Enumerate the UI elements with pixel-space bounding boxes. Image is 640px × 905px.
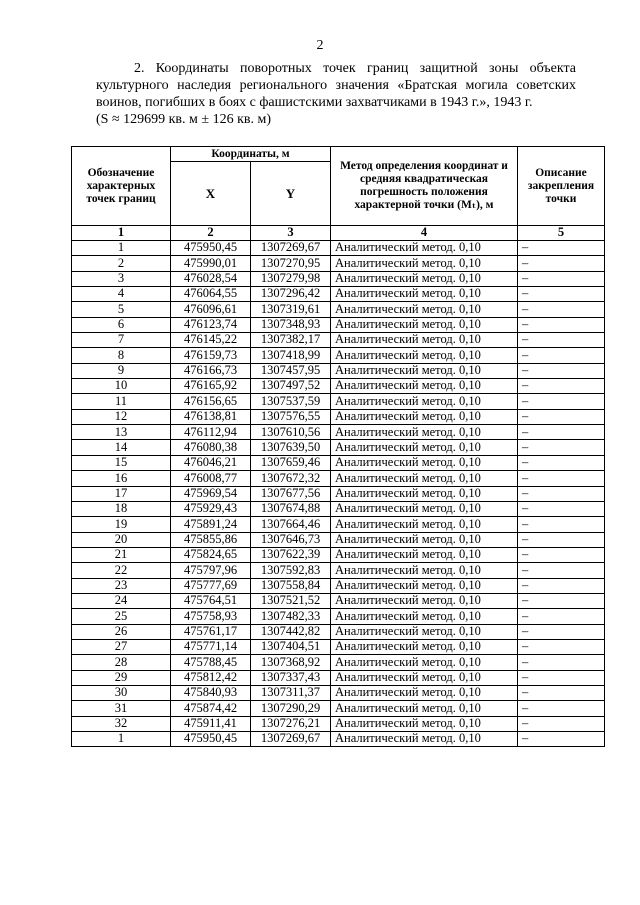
method-cell: Аналитический метод. 0,10 xyxy=(331,593,518,608)
point-id: 20 xyxy=(72,532,171,547)
description-cell: – xyxy=(518,409,605,424)
column-number-row xyxy=(72,226,605,241)
point-id: 25 xyxy=(72,609,171,624)
x-coordinate: 476156,65 xyxy=(171,394,251,409)
y-coordinate: 1307677,56 xyxy=(251,486,331,501)
point-id: 24 xyxy=(72,593,171,608)
method-cell: Аналитический метод. 0,10 xyxy=(331,455,518,470)
y-coordinate: 1307558,84 xyxy=(251,578,331,593)
method-cell: Аналитический метод. 0,10 xyxy=(331,547,518,562)
y-coordinate: 1307497,52 xyxy=(251,379,331,394)
y-coordinate: 1307659,46 xyxy=(251,455,331,470)
x-coordinate: 476159,73 xyxy=(171,348,251,363)
x-coordinate: 475812,42 xyxy=(171,670,251,685)
x-coordinate: 476123,74 xyxy=(171,317,251,332)
description-cell: – xyxy=(518,271,605,286)
method-cell: Аналитический метод. 0,10 xyxy=(331,685,518,700)
method-cell: Аналитический метод. 0,10 xyxy=(331,563,518,578)
y-coordinate: 1307296,42 xyxy=(251,287,331,302)
description-cell: – xyxy=(518,624,605,639)
x-coordinate: 475929,43 xyxy=(171,501,251,516)
y-coordinate: 1307418,99 xyxy=(251,348,331,363)
x-coordinate: 475990,01 xyxy=(171,256,251,271)
table-row xyxy=(72,517,605,532)
x-coordinate: 475969,54 xyxy=(171,486,251,501)
table-row xyxy=(72,501,605,516)
table-row xyxy=(72,716,605,731)
description-cell: – xyxy=(518,685,605,700)
y-coordinate: 1307269,67 xyxy=(251,732,331,747)
method-cell: Аналитический метод. 0,10 xyxy=(331,302,518,317)
y-coordinate: 1307279,98 xyxy=(251,271,331,286)
y-coordinate: 1307290,29 xyxy=(251,701,331,716)
column-number: 5 xyxy=(518,226,605,241)
y-coordinate: 1307664,46 xyxy=(251,517,331,532)
description-cell: – xyxy=(518,670,605,685)
point-id: 21 xyxy=(72,547,171,562)
description-cell: – xyxy=(518,287,605,302)
y-coordinate: 1307592,83 xyxy=(251,563,331,578)
y-coordinate: 1307674,88 xyxy=(251,501,331,516)
description-cell: – xyxy=(518,547,605,562)
point-id: 7 xyxy=(72,333,171,348)
point-id: 8 xyxy=(72,348,171,363)
point-id: 30 xyxy=(72,685,171,700)
description-cell: – xyxy=(518,593,605,608)
x-coordinate: 475911,41 xyxy=(171,716,251,731)
x-coordinate: 475950,45 xyxy=(171,732,251,747)
x-coordinate: 476046,21 xyxy=(171,455,251,470)
description-cell: – xyxy=(518,532,605,547)
table-row xyxy=(72,363,605,378)
description-cell: – xyxy=(518,363,605,378)
table-row xyxy=(72,685,605,700)
y-coordinate: 1307521,52 xyxy=(251,593,331,608)
header-coords: Координаты, м xyxy=(171,147,331,162)
table-row xyxy=(72,271,605,286)
point-id: 1 xyxy=(72,241,171,256)
method-cell: Аналитический метод. 0,10 xyxy=(331,716,518,731)
table-row xyxy=(72,471,605,486)
y-coordinate: 1307276,21 xyxy=(251,716,331,731)
heading-area: (S ≈ 129699 кв. м ± 126 кв. м) xyxy=(96,112,272,127)
y-coordinate: 1307368,92 xyxy=(251,655,331,670)
x-coordinate: 476145,22 xyxy=(171,333,251,348)
point-id: 2 xyxy=(72,256,171,271)
table-body xyxy=(72,241,605,747)
description-cell: – xyxy=(518,440,605,455)
x-coordinate: 476096,61 xyxy=(171,302,251,317)
y-coordinate: 1307610,56 xyxy=(251,425,331,440)
point-id: 15 xyxy=(72,455,171,470)
method-cell: Аналитический метод. 0,10 xyxy=(331,440,518,455)
point-id: 31 xyxy=(72,701,171,716)
point-id: 4 xyxy=(72,287,171,302)
point-id: 16 xyxy=(72,471,171,486)
table-row xyxy=(72,425,605,440)
method-cell: Аналитический метод. 0,10 xyxy=(331,241,518,256)
method-cell: Аналитический метод. 0,10 xyxy=(331,287,518,302)
section-heading xyxy=(96,60,576,128)
table-row xyxy=(72,609,605,624)
header-y: Y xyxy=(251,162,331,226)
method-cell: Аналитический метод. 0,10 xyxy=(331,333,518,348)
method-cell: Аналитический метод. 0,10 xyxy=(331,363,518,378)
y-coordinate: 1307319,61 xyxy=(251,302,331,317)
table-row xyxy=(72,333,605,348)
x-coordinate: 475950,45 xyxy=(171,241,251,256)
table-row xyxy=(72,348,605,363)
table-row xyxy=(72,394,605,409)
x-coordinate: 476165,92 xyxy=(171,379,251,394)
y-coordinate: 1307382,17 xyxy=(251,333,331,348)
method-cell: Аналитический метод. 0,10 xyxy=(331,486,518,501)
description-cell: – xyxy=(518,639,605,654)
point-id: 10 xyxy=(72,379,171,394)
x-coordinate: 476064,55 xyxy=(171,287,251,302)
method-cell: Аналитический метод. 0,10 xyxy=(331,701,518,716)
x-coordinate: 476028,54 xyxy=(171,271,251,286)
method-cell: Аналитический метод. 0,10 xyxy=(331,425,518,440)
column-number: 2 xyxy=(171,226,251,241)
point-id: 14 xyxy=(72,440,171,455)
point-id: 19 xyxy=(72,517,171,532)
header-x: X xyxy=(171,162,251,226)
point-id: 28 xyxy=(72,655,171,670)
table-row xyxy=(72,547,605,562)
method-cell: Аналитический метод. 0,10 xyxy=(331,409,518,424)
description-cell: – xyxy=(518,317,605,332)
table-row xyxy=(72,670,605,685)
point-id: 11 xyxy=(72,394,171,409)
y-coordinate: 1307270,95 xyxy=(251,256,331,271)
table-row xyxy=(72,409,605,424)
x-coordinate: 475824,65 xyxy=(171,547,251,562)
method-cell: Аналитический метод. 0,10 xyxy=(331,578,518,593)
table-row xyxy=(72,732,605,747)
method-cell: Аналитический метод. 0,10 xyxy=(331,379,518,394)
method-cell: Аналитический метод. 0,10 xyxy=(331,624,518,639)
table-row xyxy=(72,639,605,654)
y-coordinate: 1307639,50 xyxy=(251,440,331,455)
point-id: 1 xyxy=(72,732,171,747)
column-number: 3 xyxy=(251,226,331,241)
x-coordinate: 475855,86 xyxy=(171,532,251,547)
table-row xyxy=(72,563,605,578)
point-id: 5 xyxy=(72,302,171,317)
x-coordinate: 475758,93 xyxy=(171,609,251,624)
x-coordinate: 476166,73 xyxy=(171,363,251,378)
point-id: 9 xyxy=(72,363,171,378)
y-coordinate: 1307457,95 xyxy=(251,363,331,378)
description-cell: – xyxy=(518,471,605,486)
y-coordinate: 1307646,73 xyxy=(251,532,331,547)
point-id: 6 xyxy=(72,317,171,332)
table-row xyxy=(72,317,605,332)
table-row xyxy=(72,379,605,394)
method-cell: Аналитический метод. 0,10 xyxy=(331,501,518,516)
table-row xyxy=(72,440,605,455)
table-row xyxy=(72,287,605,302)
table-row xyxy=(72,486,605,501)
description-cell: – xyxy=(518,241,605,256)
description-cell: – xyxy=(518,655,605,670)
heading-text: 2. Координаты поворотных точек границ защитной зоны объекта культурного наследия регионального значения «Братская могила советских воинов, погибших в боях с фашистскими захватчиками в 1943 г.», 1943 г. xyxy=(96,61,576,110)
description-cell: – xyxy=(518,302,605,317)
point-id: 22 xyxy=(72,563,171,578)
table-row xyxy=(72,578,605,593)
point-id: 12 xyxy=(72,409,171,424)
y-coordinate: 1307482,33 xyxy=(251,609,331,624)
page-number: 2 xyxy=(316,38,324,53)
point-id: 32 xyxy=(72,716,171,731)
column-number: 4 xyxy=(331,226,518,241)
description-cell: – xyxy=(518,716,605,731)
point-id: 17 xyxy=(72,486,171,501)
point-id: 18 xyxy=(72,501,171,516)
x-coordinate: 475761,17 xyxy=(171,624,251,639)
point-id: 27 xyxy=(72,639,171,654)
description-cell: – xyxy=(518,732,605,747)
x-coordinate: 475874,42 xyxy=(171,701,251,716)
description-cell: – xyxy=(518,578,605,593)
method-cell: Аналитический метод. 0,10 xyxy=(331,655,518,670)
description-cell: – xyxy=(518,455,605,470)
x-coordinate: 476080,38 xyxy=(171,440,251,455)
x-coordinate: 475891,24 xyxy=(171,517,251,532)
method-cell: Аналитический метод. 0,10 xyxy=(331,517,518,532)
x-coordinate: 475788,45 xyxy=(171,655,251,670)
description-cell: – xyxy=(518,394,605,409)
y-coordinate: 1307348,93 xyxy=(251,317,331,332)
x-coordinate: 476112,94 xyxy=(171,425,251,440)
table-row xyxy=(72,532,605,547)
x-coordinate: 475797,96 xyxy=(171,563,251,578)
description-cell: – xyxy=(518,379,605,394)
y-coordinate: 1307404,51 xyxy=(251,639,331,654)
y-coordinate: 1307672,32 xyxy=(251,471,331,486)
method-cell: Аналитический метод. 0,10 xyxy=(331,471,518,486)
description-cell: – xyxy=(518,348,605,363)
y-coordinate: 1307269,67 xyxy=(251,241,331,256)
y-coordinate: 1307576,55 xyxy=(251,409,331,424)
x-coordinate: 475840,93 xyxy=(171,685,251,700)
method-cell: Аналитический метод. 0,10 xyxy=(331,348,518,363)
table-row xyxy=(72,302,605,317)
description-cell: – xyxy=(518,425,605,440)
description-cell: – xyxy=(518,501,605,516)
method-cell: Аналитический метод. 0,10 xyxy=(331,271,518,286)
point-id: 26 xyxy=(72,624,171,639)
point-id: 29 xyxy=(72,670,171,685)
method-cell: Аналитический метод. 0,10 xyxy=(331,609,518,624)
point-id: 13 xyxy=(72,425,171,440)
coordinates-table xyxy=(71,146,605,747)
y-coordinate: 1307622,39 xyxy=(251,547,331,562)
y-coordinate: 1307442,82 xyxy=(251,624,331,639)
header-method: Метод определения координат и средняя квадратическая погрешность положения характерной точки (Mₜ), м xyxy=(331,147,518,226)
description-cell: – xyxy=(518,333,605,348)
description-cell: – xyxy=(518,256,605,271)
point-id: 3 xyxy=(72,271,171,286)
description-cell: – xyxy=(518,486,605,501)
method-cell: Аналитический метод. 0,10 xyxy=(331,639,518,654)
point-id: 23 xyxy=(72,578,171,593)
x-coordinate: 475771,14 xyxy=(171,639,251,654)
description-cell: – xyxy=(518,563,605,578)
method-cell: Аналитический метод. 0,10 xyxy=(331,670,518,685)
x-coordinate: 476138,81 xyxy=(171,409,251,424)
table-row xyxy=(72,701,605,716)
table-row xyxy=(72,241,605,256)
table-row xyxy=(72,455,605,470)
method-cell: Аналитический метод. 0,10 xyxy=(331,732,518,747)
x-coordinate: 475764,51 xyxy=(171,593,251,608)
y-coordinate: 1307311,37 xyxy=(251,685,331,700)
table-row xyxy=(72,655,605,670)
column-number: 1 xyxy=(72,226,171,241)
table-row xyxy=(72,256,605,271)
description-cell: – xyxy=(518,701,605,716)
y-coordinate: 1307537,59 xyxy=(251,394,331,409)
header-point: Обозначение характерных точек границ xyxy=(72,147,171,226)
table-header xyxy=(72,147,605,241)
table-row xyxy=(72,593,605,608)
table-row xyxy=(72,624,605,639)
method-cell: Аналитический метод. 0,10 xyxy=(331,532,518,547)
x-coordinate: 476008,77 xyxy=(171,471,251,486)
description-cell: – xyxy=(518,609,605,624)
y-coordinate: 1307337,43 xyxy=(251,670,331,685)
x-coordinate: 475777,69 xyxy=(171,578,251,593)
header-description: Описание закрепления точки xyxy=(518,147,605,226)
description-cell: – xyxy=(518,517,605,532)
method-cell: Аналитический метод. 0,10 xyxy=(331,256,518,271)
method-cell: Аналитический метод. 0,10 xyxy=(331,317,518,332)
method-cell: Аналитический метод. 0,10 xyxy=(331,394,518,409)
